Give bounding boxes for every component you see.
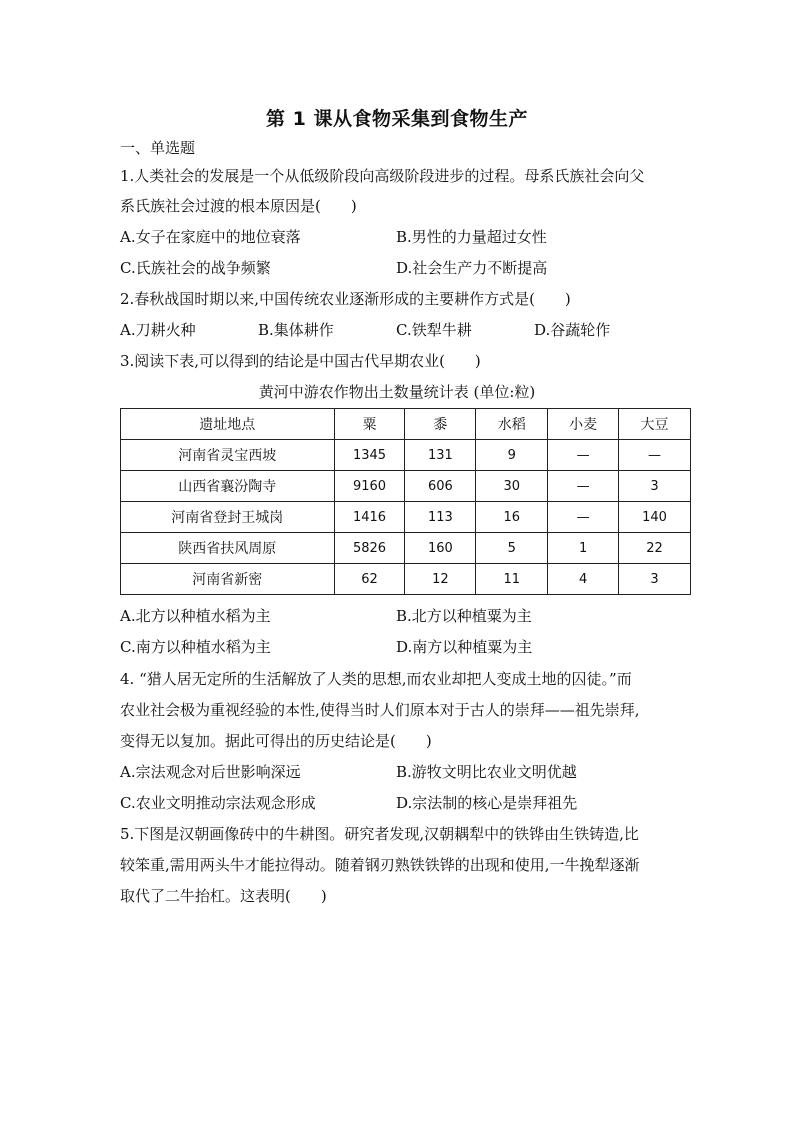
question-5-text-line-2: 较笨重,需用两头牛才能拉得动。随着钢刃熟铁铁铧的出现和使用,一牛挽犁逐渐 bbox=[120, 856, 640, 874]
table-cell: 62 bbox=[334, 564, 405, 595]
table-cell: 11 bbox=[476, 564, 548, 595]
page-title: 第 1 课从食物采集到食物生产 bbox=[266, 108, 528, 130]
table-header-cell: 大豆 bbox=[619, 409, 691, 440]
question-3-text: 3.阅读下表,可以得到的结论是中国古代早期农业( ) bbox=[120, 352, 481, 370]
question-5-text-line-1: 5.下图是汉朝画像砖中的牛耕图。研究者发现,汉朝耦犁中的铁铧由生铁铸造,比 bbox=[120, 825, 639, 843]
question-5-text-line-3: 取代了二牛抬杠。这表明( ) bbox=[120, 887, 327, 905]
table-cell: 1416 bbox=[334, 502, 405, 533]
table-cell: — bbox=[548, 502, 619, 533]
table-row bbox=[121, 502, 691, 533]
table-cell: 9 bbox=[476, 440, 548, 471]
table-cell: 131 bbox=[405, 440, 476, 471]
table-cell: 1 bbox=[548, 533, 619, 564]
question-3-option-d: D.南方以种植粟为主 bbox=[396, 638, 533, 656]
section-heading: 一、单选题 bbox=[120, 139, 196, 157]
table-cell: — bbox=[548, 471, 619, 502]
table-cell: 140 bbox=[619, 502, 691, 533]
question-1-option-a: A.女子在家庭中的地位衰落 bbox=[120, 228, 301, 246]
question-4-text-line-3: 变得无以复加。据此可得出的历史结论是( ) bbox=[120, 732, 432, 750]
table-header-cell: 黍 bbox=[405, 409, 476, 440]
table-header-cell: 粟 bbox=[334, 409, 405, 440]
question-4-option-b: B.游牧文明比农业文明优越 bbox=[396, 763, 577, 781]
table-cell: 山西省襄汾陶寺 bbox=[121, 471, 335, 502]
table-cell: 30 bbox=[476, 471, 548, 502]
question-2-option-c: C.铁犁牛耕 bbox=[396, 321, 472, 339]
table-header-cell: 小麦 bbox=[548, 409, 619, 440]
table-row bbox=[121, 471, 691, 502]
question-1-text-line-2: 系氏族社会过渡的根本原因是( ) bbox=[120, 197, 357, 215]
question-1-option-c: C.氏族社会的战争频繁 bbox=[120, 259, 271, 277]
table-cell: 1345 bbox=[334, 440, 405, 471]
table-cell: 12 bbox=[405, 564, 476, 595]
table-cell: 113 bbox=[405, 502, 476, 533]
question-1-text-line-1: 1.人类社会的发展是一个从低级阶段向高级阶段进步的过程。母系氏族社会向父 bbox=[120, 167, 645, 185]
table-cell: — bbox=[619, 440, 691, 471]
table-cell: 5826 bbox=[334, 533, 405, 564]
question-1-option-b: B.男性的力量超过女性 bbox=[396, 228, 547, 246]
question-3-option-a: A.北方以种植水稻为主 bbox=[120, 607, 271, 625]
question-4-option-c: C.农业文明推动宗法观念形成 bbox=[120, 794, 316, 812]
table-cell: 160 bbox=[405, 533, 476, 564]
table-header-cell: 水稻 bbox=[476, 409, 548, 440]
table-caption: 黄河中游农作物出土数量统计表 (单位:粒) bbox=[258, 383, 536, 401]
question-2-option-d: D.谷蔬轮作 bbox=[534, 321, 611, 339]
question-1-option-d: D.社会生产力不断提高 bbox=[396, 259, 548, 277]
question-4-text-line-2: 农业社会极为重视经验的本性,使得当时人们原本对于古人的崇拜——祖先崇拜, bbox=[120, 701, 640, 719]
table-cell: 22 bbox=[619, 533, 691, 564]
table-cell: 4 bbox=[548, 564, 619, 595]
question-4-option-d: D.宗法制的核心是崇拜祖先 bbox=[396, 794, 578, 812]
question-3-option-c: C.南方以种植水稻为主 bbox=[120, 638, 271, 656]
table-cell: 河南省新密 bbox=[121, 564, 335, 595]
table-cell: 陕西省扶风周原 bbox=[121, 533, 335, 564]
question-2-text: 2.春秋战国时期以来,中国传统农业逐渐形成的主要耕作方式是( ) bbox=[120, 290, 571, 308]
table-header-cell: 遗址地点 bbox=[121, 409, 335, 440]
table-row bbox=[121, 440, 691, 471]
crop-statistics-table bbox=[120, 408, 691, 595]
question-4-text-line-1: 4. “猎人居无定所的生活解放了人类的思想,而农业却把人变成土地的囚徒。”而 bbox=[120, 670, 632, 688]
table-cell: 606 bbox=[405, 471, 476, 502]
table-row bbox=[121, 533, 691, 564]
table-cell: 河南省登封王城岗 bbox=[121, 502, 335, 533]
table-cell: 9160 bbox=[334, 471, 405, 502]
question-3-option-b: B.北方以种植粟为主 bbox=[396, 607, 532, 625]
table-cell: — bbox=[548, 440, 619, 471]
table-cell: 3 bbox=[619, 564, 691, 595]
question-2-option-a: A.刀耕火种 bbox=[120, 321, 196, 339]
question-2-option-b: B.集体耕作 bbox=[258, 321, 334, 339]
table-header-row bbox=[121, 409, 691, 440]
table-cell: 16 bbox=[476, 502, 548, 533]
table-row bbox=[121, 564, 691, 595]
table-cell: 5 bbox=[476, 533, 548, 564]
table-cell: 河南省灵宝西坡 bbox=[121, 440, 335, 471]
table-cell: 3 bbox=[619, 471, 691, 502]
question-4-option-a: A.宗法观念对后世影响深远 bbox=[120, 763, 301, 781]
